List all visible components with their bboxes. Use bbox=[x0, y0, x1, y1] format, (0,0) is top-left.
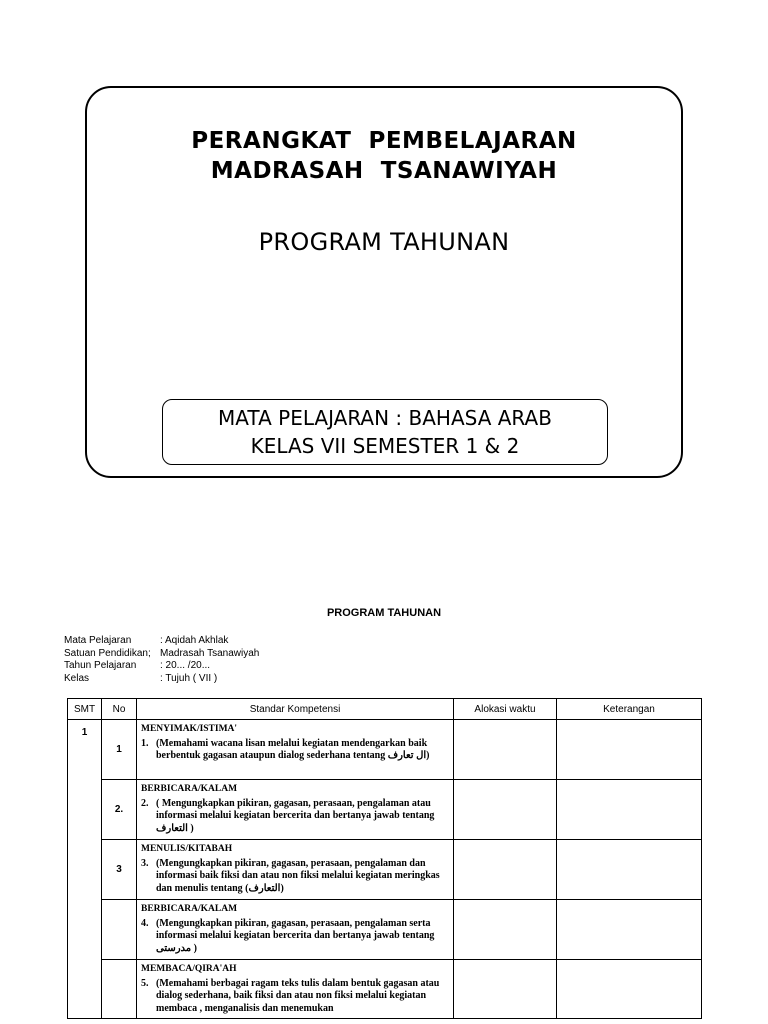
meta-label: Kelas bbox=[64, 672, 90, 684]
competency-cell bbox=[137, 840, 454, 900]
table-row bbox=[68, 780, 702, 840]
subject-line1: MATA PELAJARAN : BAHASA ARAB bbox=[218, 406, 552, 430]
competency-cell bbox=[137, 780, 454, 840]
competency-item bbox=[141, 858, 449, 896]
competency-heading: BERBICARA/KALAM bbox=[141, 904, 238, 914]
competency-item bbox=[141, 978, 449, 1016]
table-row bbox=[68, 960, 702, 1019]
notes-cell bbox=[557, 960, 702, 1019]
meta-row bbox=[64, 648, 259, 661]
competency-text: (Memahami wacana lisan melalui kegiatan mendengarkan baik berbentuk gagasan ataupun dialog sederhana tentang ال تعارف) bbox=[156, 737, 430, 761]
subject-box bbox=[162, 399, 608, 465]
program-table bbox=[67, 698, 702, 1019]
competency-heading: MENYIMAK/ISTIMA' bbox=[141, 724, 238, 734]
competency-item bbox=[141, 918, 449, 956]
competency-number: 2. bbox=[141, 797, 149, 809]
meta-value: : Aqidah Akhlak bbox=[160, 635, 229, 646]
meta-value: Madrasah Tsanawiyah bbox=[160, 647, 260, 659]
competency-text: ( Mengungkapkan pikiran, gagasan, perasaan, pengalaman atau informasi melalui kegiatan bercerita dan bertanya jawab tentang التعارف ) bbox=[156, 797, 435, 834]
header-standar-kompetensi: Standar Kompetensi bbox=[137, 699, 454, 720]
allocation-cell bbox=[454, 960, 557, 1019]
cover-subtitle: PROGRAM TAHUNAN bbox=[258, 228, 510, 256]
header-alokasi-waktu: Alokasi waktu bbox=[454, 699, 557, 720]
semester-cell: 1 bbox=[68, 720, 102, 1019]
cover-frame bbox=[85, 86, 683, 478]
meta-label: Mata Pelajaran bbox=[64, 635, 132, 646]
competency-number: 3. bbox=[141, 857, 149, 869]
allocation-cell bbox=[454, 840, 557, 900]
competency-cell bbox=[137, 720, 454, 780]
row-number: 1 bbox=[102, 720, 137, 780]
competency-number: 4. bbox=[141, 917, 149, 929]
competency-cell bbox=[137, 900, 454, 960]
notes-cell bbox=[557, 900, 702, 960]
meta-label: Satuan Pendidikan; bbox=[64, 647, 151, 659]
document-title: PROGRAM TAHUNAN bbox=[326, 607, 442, 619]
competency-text: (Mengungkapkan pikiran, gagasan, perasaan, pengalaman serta informasi melalui kegiatan bercerita dan bertanya jawab tentang مدرستى ) bbox=[156, 917, 435, 954]
header-no: No bbox=[102, 699, 137, 720]
row-number: 3 bbox=[102, 840, 137, 900]
subject-line2: KELAS VII SEMESTER 1 & 2 bbox=[250, 434, 520, 458]
header-smt: SMT bbox=[68, 699, 102, 720]
table-row bbox=[68, 840, 702, 900]
allocation-cell bbox=[454, 900, 557, 960]
table-header-row bbox=[68, 699, 702, 720]
notes-cell bbox=[557, 780, 702, 840]
table-row bbox=[68, 720, 702, 780]
cover-title-line2: MADRASAH TSANAWIYAH bbox=[210, 158, 558, 184]
competency-heading: BERBICARA/KALAM bbox=[141, 784, 238, 794]
allocation-cell bbox=[454, 780, 557, 840]
cover-title-line1: PERANGKAT PEMBELAJARAN bbox=[191, 128, 577, 154]
row-number bbox=[102, 900, 137, 960]
meta-value: : Tujuh ( VII ) bbox=[160, 672, 218, 684]
meta-value: : 20... /20... bbox=[160, 660, 211, 671]
cover-title bbox=[87, 126, 681, 186]
allocation-cell bbox=[454, 720, 557, 780]
competency-text: (Mengungkapkan pikiran, gagasan, perasaan, pengalaman dan informasi baik fiksi dan atau non fiksi melalui kegiatan meringkas dan menulis tentang (التعارف) bbox=[156, 857, 440, 894]
row-number: 2. bbox=[102, 780, 137, 840]
table-row bbox=[68, 900, 702, 960]
competency-number: 1. bbox=[141, 737, 149, 749]
competency-item bbox=[141, 798, 449, 836]
competency-item bbox=[141, 738, 449, 763]
meta-row bbox=[64, 660, 259, 673]
competency-heading: MEMBACA/QIRA'AH bbox=[141, 964, 237, 974]
notes-cell bbox=[557, 840, 702, 900]
row-number bbox=[102, 960, 137, 1019]
meta-label: Tahun Pelajaran bbox=[64, 660, 137, 671]
competency-heading: MENULIS/KITABAH bbox=[141, 844, 233, 854]
competency-cell bbox=[137, 960, 454, 1019]
meta-row bbox=[64, 635, 259, 648]
notes-cell bbox=[557, 720, 702, 780]
meta-row bbox=[64, 673, 259, 686]
header-keterangan: Keterangan bbox=[557, 699, 702, 720]
document-meta bbox=[64, 635, 259, 685]
competency-number: 5. bbox=[141, 977, 149, 989]
competency-text: (Memahami berbagai ragam teks tulis dalam bentuk gagasan atau dialog sederhana, baik fiksi dan atau non fiksi melalui kegiatan membaca , menganalisis dan menemukan bbox=[156, 977, 440, 1014]
